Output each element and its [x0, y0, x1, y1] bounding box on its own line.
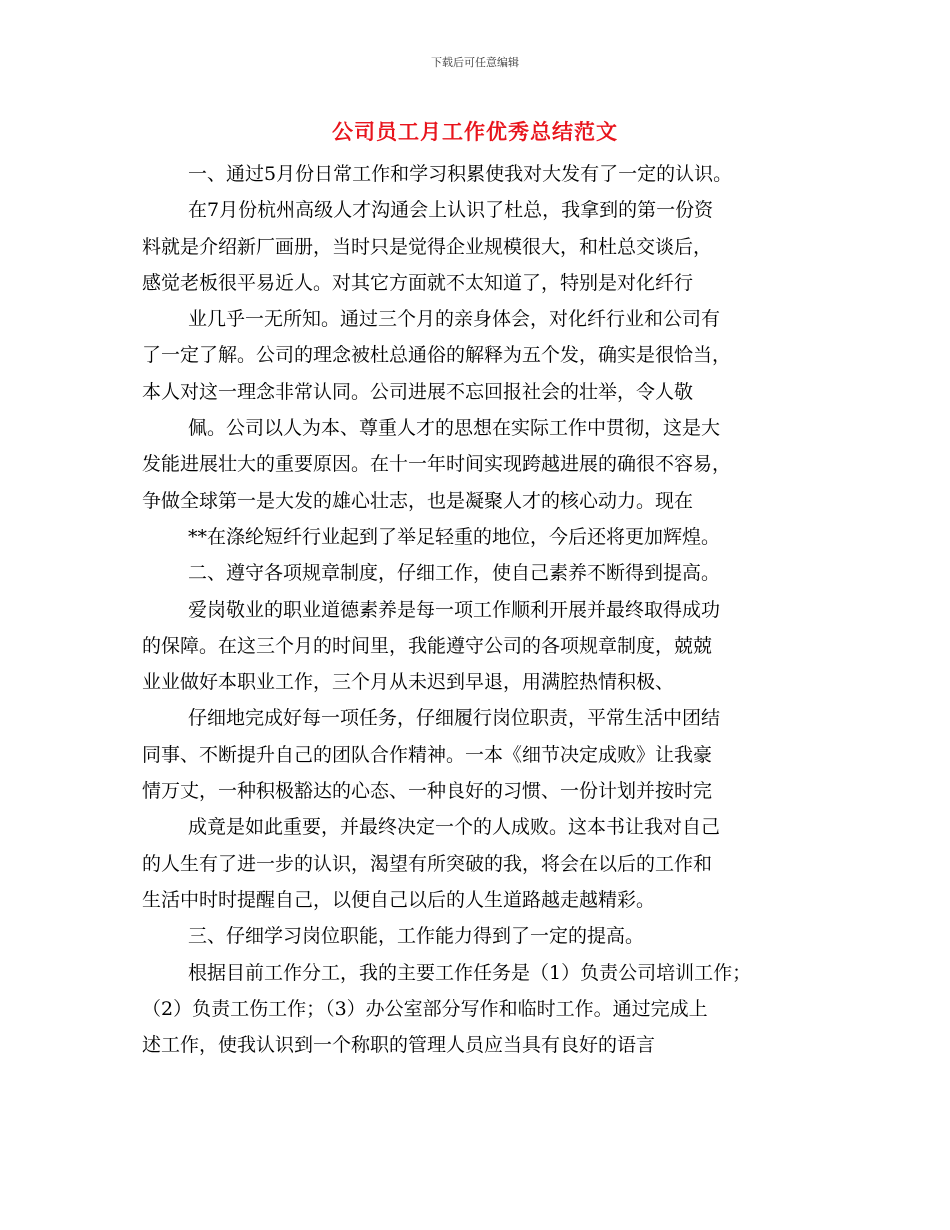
body-line: **在涤纶短纤行业起到了举足轻重的地位，今后还将更加辉煌。: [188, 525, 721, 548]
body-line: 仔细地完成好每一项任务，仔细履行岗位职责，平常生活中团结: [188, 707, 721, 730]
header-note: 下载后可任意编辑: [431, 56, 519, 69]
body-line: 发能进展壮大的重要原因。在十一年时间实现跨越进展的确很不容易，: [142, 453, 732, 476]
body-line: 爱岗敬业的职业道德素养是每一项工作顺利开展并最终取得成功: [188, 598, 721, 621]
body-line: 根据目前工作分工，我的主要工作任务是（1）负责公司培训工作；: [188, 961, 752, 984]
body-line: 的人生有了进一步的认识，渴望有所突破的我，将会在以后的工作和: [142, 852, 713, 875]
body-line: 三、仔细学习岗位职能，工作能力得到了一定的提高。: [188, 925, 645, 948]
body-line: 成竟是如此重要，并最终决定一个的人成败。这本书让我对自己: [188, 816, 721, 839]
body-line: 的保障。在这三个月的时间里，我能遵守公司的各项规章制度，兢兢: [142, 634, 713, 657]
body-line: 佩。公司以人为本、尊重人才的思想在实际工作中贯彻，这是大: [188, 417, 721, 440]
body-line: 料就是介绍新厂画册，当时只是觉得企业规模很大，和杜总交谈后，: [142, 235, 713, 258]
body-line: （2）负责工伤工作；（3）办公室部分写作和临时工作。通过完成上: [142, 997, 708, 1020]
body-line: 业几乎一无所知。通过三个月的亲身体会，对化纤行业和公司有: [188, 308, 721, 331]
body-line: 同事、不断提升自己的团队合作精神。一本《细节决定成败》让我豪: [142, 743, 713, 766]
body-line: 在7月份杭州高级人才沟通会上认识了杜总，我拿到的第一份资: [188, 199, 714, 222]
body-line: 情万丈，一种积极豁达的心态、一种良好的习惯、一份计划并按时完: [142, 780, 713, 803]
body-line: 感觉老板很平易近人。对其它方面就不太知道了，特别是对化纤行: [142, 271, 694, 294]
body-line: 二、遵守各项规章制度，仔细工作，使自己素养不断得到提高。: [188, 562, 721, 585]
body-line: 生活中时时提醒自己，以便自己以后的人生道路越走越精彩。: [142, 888, 656, 911]
body-line: 一、通过5月份日常工作和学习积累使我对大发有了一定的认识。: [188, 163, 733, 185]
document-title: 公司员工月工作优秀总结范文: [332, 119, 618, 144]
body-line: 争做全球第一是大发的雄心壮志，也是凝聚人才的核心动力。现在: [142, 489, 694, 512]
body-line: 了一定了解。公司的理念被杜总通俗的解释为五个发，确实是很恰当，: [142, 344, 732, 367]
document-body: [142, 156, 822, 1063]
body-line: 业业做好本职业工作，三个月从未迟到早退，用满腔热情积极、: [142, 671, 675, 694]
body-line: 述工作，使我认识到一个称职的管理人员应当具有良好的语言: [142, 1034, 656, 1057]
body-line: 本人对这一理念非常认同。公司进展不忘回报社会的壮举，令人敬: [142, 380, 694, 403]
